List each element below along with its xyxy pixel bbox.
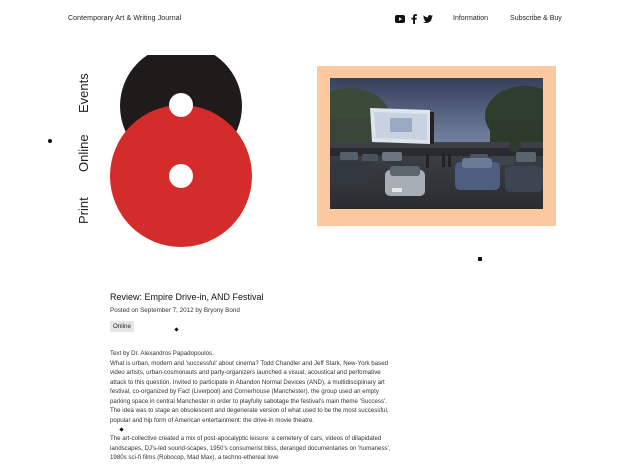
article-paragraph: What is urban, modern and 'successful' about cinema? Todd Chandler and Jeff Stark, New-York based video artists, urban-cosmonauts and party-organizers launched a visual, acoustical and perfomative attack to this question. Invited to participate in Abandon Normal Devices (AND), a multidisciplinary art festival, co-organized by Fact (Liverpool) and Cornerhouse (Manchester), the group used an empty parking space in central Manchester in order to playfully sabotage the festival's main theme 'Success'. The idea was to stage an obsolescent and degenerate version of what used to be the most successful, popular and hip form of American entertainment: the drive-in movie theatre. xyxy=(110,359,389,424)
category-tag-online[interactable]: Online xyxy=(110,321,134,332)
hero-discs-graphic xyxy=(105,55,255,250)
by-label: by xyxy=(195,307,203,314)
article-paragraph: The art-collective created a mix of post-apocalyptic leisure: a cemetery of cars, videos of dilapidated landscapes, DJ's-led sound-scapes, 1950's consumerist bliss, deranged documentaries on 'humaness', 1980s sci-fi films (Robocop, Mad Max), a techno-ethereal love xyxy=(110,435,391,461)
article-title[interactable]: Review: Empire Drive-in, AND Festival xyxy=(110,292,264,302)
top-nav xyxy=(453,15,562,22)
nav-print[interactable]: Print xyxy=(76,197,91,224)
decorative-square xyxy=(478,257,482,261)
nav-information[interactable]: Information xyxy=(453,15,489,22)
nav-subscribe-buy[interactable]: Subscribe & Buy xyxy=(510,15,562,22)
site-title-link[interactable]: Contemporary Art & Writing Journal xyxy=(68,15,182,22)
posted-label: Posted on xyxy=(110,307,139,314)
facebook-icon[interactable] xyxy=(411,14,417,24)
article-byline: Text by Dr. Alexandros Papadopoulos. xyxy=(110,350,214,357)
vertical-nav xyxy=(77,69,91,224)
article xyxy=(110,292,395,471)
social-links xyxy=(395,12,433,26)
dark-disc-hole xyxy=(169,93,193,117)
decorative-dot xyxy=(48,139,52,143)
nav-online[interactable]: Online xyxy=(76,134,91,172)
featured-image-frame xyxy=(317,66,556,226)
article-meta xyxy=(110,307,395,314)
nav-events[interactable]: Events xyxy=(76,73,91,113)
article-body xyxy=(110,349,395,463)
author-link[interactable]: Bryony Bond xyxy=(203,307,240,314)
featured-photo-drive-in[interactable] xyxy=(330,78,543,209)
youtube-icon[interactable] xyxy=(395,15,405,23)
red-disc-hole xyxy=(169,164,193,188)
twitter-icon[interactable] xyxy=(423,15,433,23)
post-date-link[interactable]: September 7, 2012 xyxy=(140,307,194,314)
